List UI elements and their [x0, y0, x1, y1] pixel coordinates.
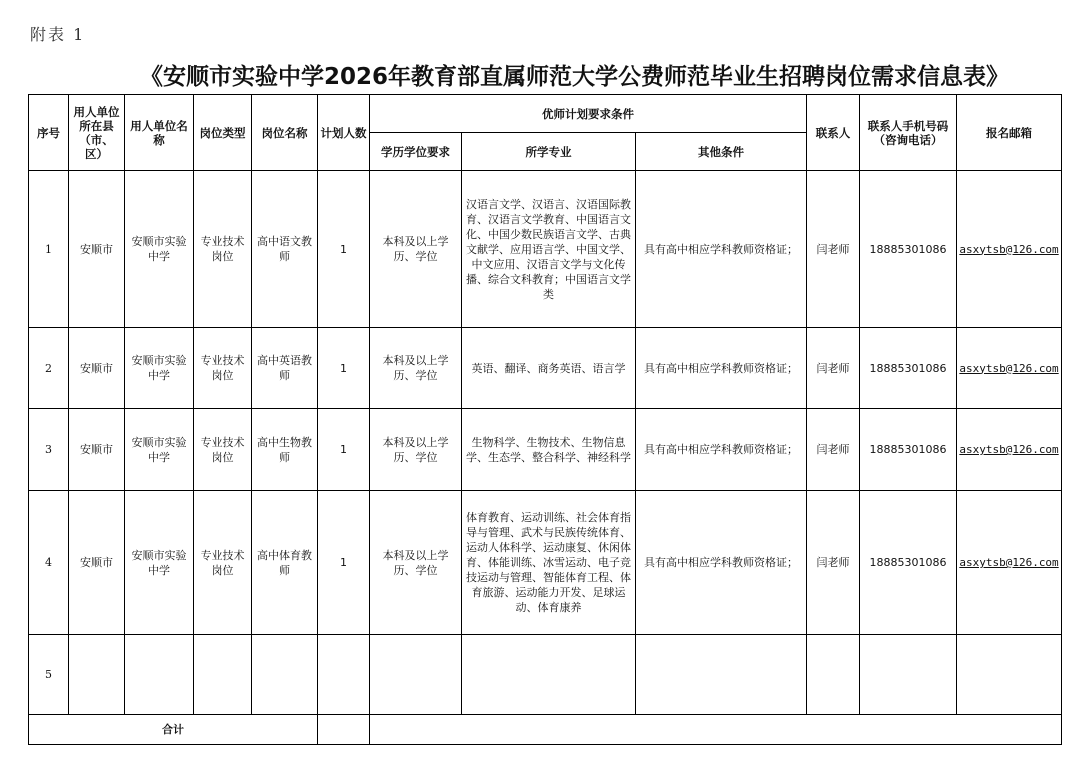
total-plan-cell: [318, 715, 370, 745]
cell-post-type: 专业技术岗位: [194, 491, 252, 635]
cell-plan: 1: [318, 491, 370, 635]
table-row: [29, 171, 1062, 328]
header-post-name: 岗位名称: [252, 95, 318, 171]
cell-county: [69, 635, 125, 715]
cell-degree: 本科及以上学历、学位: [370, 171, 462, 328]
cell-plan: 1: [318, 409, 370, 491]
cell-post-type: [194, 635, 252, 715]
cell-county: 安顺市: [69, 171, 125, 328]
cell-degree: 本科及以上学历、学位: [370, 491, 462, 635]
cell-seq: 1: [29, 171, 69, 328]
cell-seq: 3: [29, 409, 69, 491]
cell-other: 具有高中相应学科教师资格证；: [636, 491, 807, 635]
cell-unit: 安顺市实验中学: [125, 171, 194, 328]
cell-plan: 1: [318, 328, 370, 409]
total-label: 合计: [29, 715, 318, 745]
header-county: 用人单位所在县（市、区）: [69, 95, 125, 171]
cell-email-link[interactable]: [957, 635, 1062, 715]
header-plan: 计划人数: [318, 95, 370, 171]
page-title: 《安顺市实验中学2026年教育部直属师范大学公费师范毕业生招聘岗位需求信息表》: [140, 64, 1010, 90]
cell-major: 体育教育、运动训练、社会体育指导与管理、武术与民族传统体育、运动人体科学、运动康复、休闲体育、体能训练、冰雪运动、电子竞技运动与管理、智能体育工程、体育旅游、运动能力开发、足球运动、体育康养: [462, 491, 636, 635]
cell-county: 安顺市: [69, 409, 125, 491]
cell-post-name: 高中体育教师: [252, 491, 318, 635]
cell-degree: 本科及以上学历、学位: [370, 328, 462, 409]
cell-phone: 18885301086: [860, 171, 957, 328]
cell-unit: 安顺市实验中学: [125, 491, 194, 635]
header-phone: 联系人手机号码（咨询电话）: [860, 95, 957, 171]
cell-contact: 闫老师: [807, 409, 860, 491]
cell-major: [462, 635, 636, 715]
cell-unit: 安顺市实验中学: [125, 409, 194, 491]
cell-major: 英语、翻译、商务英语、语言学: [462, 328, 636, 409]
recruitment-table: [28, 94, 1062, 745]
cell-major: 生物科学、生物技术、生物信息学、生态学、整合科学、神经科学: [462, 409, 636, 491]
table-row: [29, 491, 1062, 635]
cell-contact: 闫老师: [807, 171, 860, 328]
cell-county: 安顺市: [69, 491, 125, 635]
total-row: [29, 715, 1062, 745]
cell-post-name: 高中语文教师: [252, 171, 318, 328]
cell-degree: [370, 635, 462, 715]
cell-other: 具有高中相应学科教师资格证；: [636, 328, 807, 409]
header-major: 所学专业: [462, 133, 636, 171]
cell-phone: 18885301086: [860, 491, 957, 635]
cell-post-name: 高中生物教师: [252, 409, 318, 491]
cell-post-name: 高中英语教师: [252, 328, 318, 409]
cell-other: 具有高中相应学科教师资格证；: [636, 409, 807, 491]
cell-plan: 1: [318, 171, 370, 328]
cell-county: 安顺市: [69, 328, 125, 409]
header-conditions-group: 优师计划要求条件: [370, 95, 807, 133]
header-seq: 序号: [29, 95, 69, 171]
cell-email-link[interactable]: asxytsb@126.com: [957, 328, 1062, 409]
table-row: [29, 635, 1062, 715]
cell-email-link[interactable]: asxytsb@126.com: [957, 491, 1062, 635]
header-email: 报名邮箱: [957, 95, 1062, 171]
cell-post-type: 专业技术岗位: [194, 409, 252, 491]
header-degree: 学历学位要求: [370, 133, 462, 171]
header-post-type: 岗位类型: [194, 95, 252, 171]
header-contact: 联系人: [807, 95, 860, 171]
cell-email-link[interactable]: asxytsb@126.com: [957, 409, 1062, 491]
appendix-label: 附表 1: [30, 25, 86, 44]
cell-post-type: 专业技术岗位: [194, 171, 252, 328]
cell-email-link[interactable]: asxytsb@126.com: [957, 171, 1062, 328]
header-unit: 用人单位名称: [125, 95, 194, 171]
cell-contact: [807, 635, 860, 715]
cell-phone: 18885301086: [860, 409, 957, 491]
cell-contact: 闫老师: [807, 491, 860, 635]
table-row: [29, 409, 1062, 491]
cell-plan: [318, 635, 370, 715]
cell-degree: 本科及以上学历、学位: [370, 409, 462, 491]
cell-seq: 5: [29, 635, 69, 715]
cell-phone: [860, 635, 957, 715]
cell-seq: 4: [29, 491, 69, 635]
cell-other: 具有高中相应学科教师资格证；: [636, 171, 807, 328]
cell-contact: 闫老师: [807, 328, 860, 409]
total-remaining-cell: [370, 715, 1062, 745]
header-other: 其他条件: [636, 133, 807, 171]
cell-post-type: 专业技术岗位: [194, 328, 252, 409]
cell-unit: [125, 635, 194, 715]
table-row: [29, 328, 1062, 409]
cell-major: 汉语言文学、汉语言、汉语国际教育、汉语言文学教育、中国语言文化、中国少数民族语言文学、古典文献学、应用语言学、中国文学、中文应用、汉语言文学与文化传播、综合文科教育；中国语言文学类: [462, 171, 636, 328]
cell-phone: 18885301086: [860, 328, 957, 409]
cell-other: [636, 635, 807, 715]
cell-seq: 2: [29, 328, 69, 409]
cell-unit: 安顺市实验中学: [125, 328, 194, 409]
cell-post-name: [252, 635, 318, 715]
